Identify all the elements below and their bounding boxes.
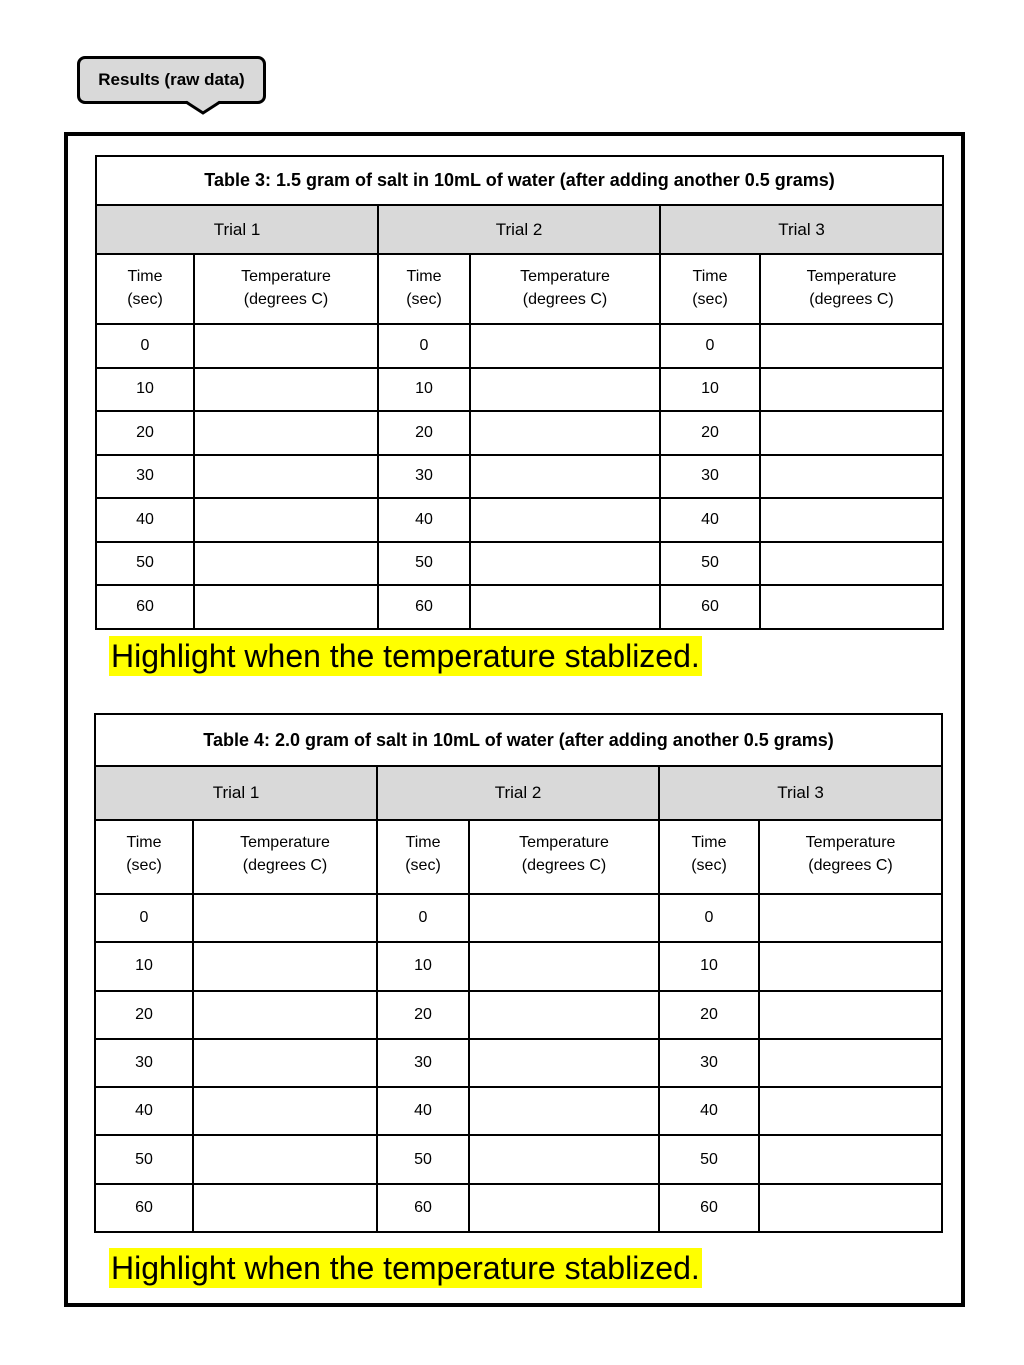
temperature-entry-cell[interactable] — [760, 542, 943, 586]
highlight-note: Highlight when the temperature stablized. — [111, 1250, 700, 1286]
time-cell: 10 — [659, 942, 759, 990]
table-title-row — [96, 156, 943, 205]
time-cell: 20 — [659, 991, 759, 1039]
table-row — [96, 542, 943, 586]
time-cell: 60 — [660, 585, 760, 629]
temperature-entry-cell[interactable] — [469, 1135, 659, 1183]
table-row — [96, 585, 943, 629]
time-header-line2: (sec) — [126, 857, 162, 874]
temperature-header-line1: Temperature — [240, 834, 330, 851]
temperature-entry-cell[interactable] — [194, 411, 378, 455]
time-cell: 20 — [95, 991, 193, 1039]
time-cell: 50 — [96, 542, 194, 586]
time-header — [95, 820, 193, 894]
trial-header-2: Trial 2 — [378, 205, 660, 254]
temperature-entry-cell[interactable] — [760, 585, 943, 629]
temperature-entry-cell[interactable] — [759, 991, 942, 1039]
temperature-entry-cell[interactable] — [760, 498, 943, 542]
temperature-header — [760, 254, 943, 324]
temperature-entry-cell[interactable] — [194, 542, 378, 586]
time-cell: 30 — [660, 455, 760, 499]
time-header-line2: (sec) — [691, 857, 727, 874]
time-cell: 50 — [659, 1135, 759, 1183]
temperature-header-line2: (degrees C) — [808, 857, 893, 874]
time-cell: 20 — [377, 991, 469, 1039]
temperature-entry-cell[interactable] — [470, 455, 660, 499]
time-cell: 10 — [377, 942, 469, 990]
temperature-entry-cell[interactable] — [193, 1039, 377, 1087]
temperature-header-line2: (degrees C) — [243, 291, 329, 308]
temperature-header-line2: (degrees C) — [242, 857, 328, 874]
time-cell: 60 — [378, 585, 470, 629]
temperature-entry-cell[interactable] — [470, 498, 660, 542]
temperature-entry-cell[interactable] — [470, 411, 660, 455]
time-cell: 20 — [378, 411, 470, 455]
trial-header-2: Trial 2 — [377, 766, 659, 820]
table-row — [95, 1087, 942, 1135]
results-callout — [77, 56, 266, 104]
temperature-entry-cell[interactable] — [470, 368, 660, 412]
time-header-line1: Time — [126, 834, 162, 851]
temperature-header — [193, 820, 377, 894]
temperature-header — [759, 820, 942, 894]
time-cell: 0 — [378, 324, 470, 368]
temperature-header-line2: (degrees C) — [522, 291, 608, 308]
time-cell: 40 — [377, 1087, 469, 1135]
temperature-header — [469, 820, 659, 894]
time-cell: 50 — [660, 542, 760, 586]
temperature-entry-cell[interactable] — [193, 1135, 377, 1183]
time-cell: 0 — [95, 894, 193, 942]
temperature-entry-cell[interactable] — [194, 455, 378, 499]
temperature-entry-cell[interactable] — [759, 894, 942, 942]
time-header-line2: (sec) — [406, 291, 442, 308]
temperature-entry-cell[interactable] — [759, 1135, 942, 1183]
temperature-header-line1: Temperature — [806, 268, 897, 285]
temperature-entry-cell[interactable] — [470, 585, 660, 629]
table-title-row — [95, 714, 942, 766]
temperature-header-line1: Temperature — [520, 268, 610, 285]
time-header-line2: (sec) — [692, 291, 728, 308]
time-header — [378, 254, 470, 324]
time-header-line2: (sec) — [405, 857, 441, 874]
temperature-entry-cell[interactable] — [760, 368, 943, 412]
trial-header-1: Trial 1 — [96, 205, 378, 254]
temperature-header-line1: Temperature — [805, 834, 896, 851]
table-3 — [95, 155, 944, 630]
time-cell: 10 — [660, 368, 760, 412]
callout-pointer-icon — [185, 100, 221, 116]
time-cell: 40 — [660, 498, 760, 542]
time-header-line1: Time — [406, 268, 442, 285]
table-title: Table 3: 1.5 gram of salt in 10mL of water (after adding another 0.5 grams) — [96, 156, 943, 205]
temperature-entry-cell[interactable] — [193, 942, 377, 990]
temperature-entry-cell[interactable] — [759, 1039, 942, 1087]
temperature-entry-cell[interactable] — [760, 324, 943, 368]
time-cell: 60 — [96, 585, 194, 629]
temperature-entry-cell[interactable] — [193, 1087, 377, 1135]
trial-header-3: Trial 3 — [660, 205, 943, 254]
temperature-entry-cell[interactable] — [193, 991, 377, 1039]
time-header — [659, 820, 759, 894]
time-cell: 50 — [95, 1135, 193, 1183]
temperature-header-line1: Temperature — [241, 268, 331, 285]
highlight-note: Highlight when the temperature stablized. — [111, 638, 700, 674]
time-header-line1: Time — [692, 268, 728, 285]
temperature-entry-cell[interactable] — [759, 942, 942, 990]
time-cell: 30 — [378, 455, 470, 499]
time-cell: 30 — [96, 455, 194, 499]
temperature-entry-cell[interactable] — [470, 324, 660, 368]
table-4 — [94, 713, 943, 1233]
time-header-line1: Time — [691, 834, 727, 851]
temperature-entry-cell[interactable] — [194, 324, 378, 368]
time-cell: 60 — [377, 1184, 469, 1232]
temperature-header-line1: Temperature — [519, 834, 609, 851]
time-cell: 0 — [377, 894, 469, 942]
table-row — [96, 368, 943, 412]
trial-header-3: Trial 3 — [659, 766, 942, 820]
temperature-header-line2: (degrees C) — [521, 857, 607, 874]
time-header — [377, 820, 469, 894]
temperature-entry-cell[interactable] — [760, 411, 943, 455]
table-row — [96, 324, 943, 368]
temperature-header — [194, 254, 378, 324]
table-row — [95, 894, 942, 942]
temperature-header-line2: (degrees C) — [809, 291, 894, 308]
trial-header-1: Trial 1 — [95, 766, 377, 820]
temperature-entry-cell[interactable] — [469, 1087, 659, 1135]
temperature-entry-cell[interactable] — [193, 894, 377, 942]
column-header-row — [95, 820, 942, 894]
temperature-entry-cell[interactable] — [759, 1087, 942, 1135]
time-header-line2: (sec) — [127, 291, 163, 308]
column-header-row — [96, 254, 943, 324]
time-cell: 30 — [659, 1039, 759, 1087]
table-title: Table 4: 2.0 gram of salt in 10mL of water (after adding another 0.5 grams) — [95, 714, 942, 766]
time-cell: 40 — [95, 1087, 193, 1135]
table-row — [96, 455, 943, 499]
temperature-entry-cell[interactable] — [759, 1184, 942, 1232]
temperature-entry-cell[interactable] — [469, 991, 659, 1039]
temperature-entry-cell[interactable] — [469, 1184, 659, 1232]
table-row — [95, 1039, 942, 1087]
time-cell: 20 — [660, 411, 760, 455]
table-row — [95, 1184, 942, 1232]
time-cell: 30 — [95, 1039, 193, 1087]
time-cell: 10 — [378, 368, 470, 412]
time-cell: 50 — [378, 542, 470, 586]
time-cell: 0 — [659, 894, 759, 942]
time-cell: 0 — [660, 324, 760, 368]
time-cell: 40 — [96, 498, 194, 542]
time-header-line1: Time — [127, 268, 163, 285]
temperature-entry-cell[interactable] — [193, 1184, 377, 1232]
time-cell: 10 — [95, 942, 193, 990]
callout-label: Results (raw data) — [98, 70, 245, 89]
time-cell: 10 — [96, 368, 194, 412]
table-row — [96, 498, 943, 542]
temperature-entry-cell[interactable] — [470, 542, 660, 586]
time-cell: 20 — [96, 411, 194, 455]
temperature-entry-cell[interactable] — [194, 585, 378, 629]
temperature-entry-cell[interactable] — [194, 498, 378, 542]
time-cell: 60 — [659, 1184, 759, 1232]
temperature-entry-cell[interactable] — [760, 455, 943, 499]
time-header-line1: Time — [405, 834, 441, 851]
time-cell: 60 — [95, 1184, 193, 1232]
time-cell: 40 — [378, 498, 470, 542]
trial-header-row — [96, 205, 943, 254]
table-row — [95, 942, 942, 990]
time-cell: 0 — [96, 324, 194, 368]
temperature-entry-cell[interactable] — [469, 1039, 659, 1087]
temperature-entry-cell[interactable] — [469, 942, 659, 990]
temperature-header — [470, 254, 660, 324]
time-cell: 50 — [377, 1135, 469, 1183]
trial-header-row — [95, 766, 942, 820]
table-row — [96, 411, 943, 455]
table-row — [95, 1135, 942, 1183]
temperature-entry-cell[interactable] — [469, 894, 659, 942]
temperature-entry-cell[interactable] — [194, 368, 378, 412]
time-header — [660, 254, 760, 324]
time-cell: 40 — [659, 1087, 759, 1135]
table-row — [95, 991, 942, 1039]
time-header — [96, 254, 194, 324]
time-cell: 30 — [377, 1039, 469, 1087]
